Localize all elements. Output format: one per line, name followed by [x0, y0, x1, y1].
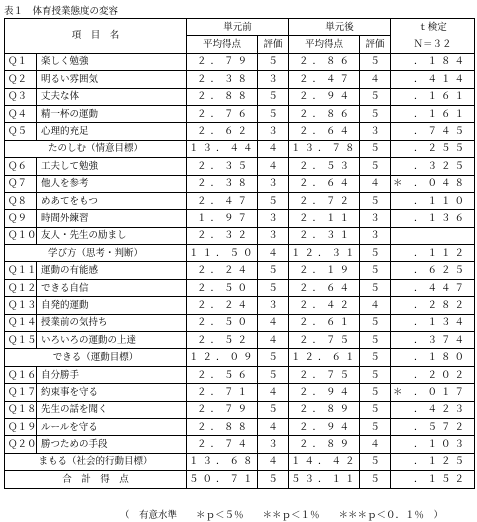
- before-eval: ５: [258, 401, 289, 418]
- table-row: [5, 436, 475, 453]
- significance-mark: [391, 71, 405, 88]
- question-number: Ｑ１８: [5, 401, 37, 418]
- after-avg: ２．１１: [289, 210, 360, 227]
- after-eval: ５: [360, 453, 391, 470]
- before-eval: ３: [258, 71, 289, 88]
- after-avg: ２．８６: [289, 105, 360, 122]
- table-body: [5, 53, 475, 488]
- question-number: Ｑ１: [5, 53, 37, 70]
- after-eval: ５: [360, 245, 391, 262]
- after-avg: ２．７２: [289, 192, 360, 209]
- before-eval: ３: [258, 175, 289, 192]
- before-eval: ３: [258, 123, 289, 140]
- after-eval: ５: [360, 88, 391, 105]
- question-number: Ｑ２: [5, 71, 37, 88]
- item-label: 時間外練習: [37, 210, 187, 227]
- before-eval: ５: [258, 192, 289, 209]
- before-avg: ２．５２: [187, 332, 258, 349]
- after-eval: ５: [360, 105, 391, 122]
- t-value: ．２８２: [405, 297, 475, 314]
- before-eval: ４: [258, 418, 289, 435]
- item-label: 勝つための手段: [37, 436, 187, 453]
- after-eval: ５: [360, 332, 391, 349]
- item-label: できる自信: [37, 279, 187, 296]
- question-number: Ｑ３: [5, 88, 37, 105]
- subtotal-label: 学び方（思考・判断）: [5, 245, 187, 262]
- subtotal-row: [5, 140, 475, 157]
- table-row: [5, 105, 475, 122]
- header-avg-before: 平均得点: [187, 36, 258, 53]
- significance-mark: [391, 349, 405, 366]
- header-eval-after: 評価: [360, 36, 391, 53]
- after-eval: ５: [360, 418, 391, 435]
- significance-mark: [391, 471, 405, 488]
- before-avg: ２．７６: [187, 105, 258, 122]
- after-eval: ５: [360, 158, 391, 175]
- subtotal-row: [5, 453, 475, 470]
- item-label: 自分勝手: [37, 366, 187, 383]
- t-value: ．３７４: [405, 332, 475, 349]
- t-value: ．０４８: [405, 175, 475, 192]
- after-eval: ４: [360, 175, 391, 192]
- before-eval: ３: [258, 297, 289, 314]
- item-label: 運動の有能感: [37, 262, 187, 279]
- table-row: [5, 88, 475, 105]
- t-value: ．１８４: [405, 53, 475, 70]
- after-eval: ５: [360, 140, 391, 157]
- table-row: [5, 384, 475, 401]
- attitude-table: [4, 18, 475, 489]
- before-eval: ４: [258, 384, 289, 401]
- t-value: ．１３６: [405, 210, 475, 227]
- before-avg: ２．６２: [187, 123, 258, 140]
- table-row: [5, 175, 475, 192]
- after-avg: ２．９４: [289, 88, 360, 105]
- significance-mark: [391, 314, 405, 331]
- question-number: Ｑ１９: [5, 418, 37, 435]
- item-label: 他人を参考: [37, 175, 187, 192]
- question-number: Ｑ１２: [5, 279, 37, 296]
- before-eval: ４: [258, 140, 289, 157]
- subtotal-row: [5, 349, 475, 366]
- significance-mark: [391, 401, 405, 418]
- significance-mark: [391, 332, 405, 349]
- before-eval: ５: [258, 366, 289, 383]
- item-label: ルールを守る: [37, 418, 187, 435]
- before-avg: ２．３５: [187, 158, 258, 175]
- item-label: 明るい雰囲気: [37, 71, 187, 88]
- after-eval: ３: [360, 227, 391, 244]
- item-label: 授業前の気持ち: [37, 314, 187, 331]
- before-eval: ５: [258, 471, 289, 488]
- table-row: [5, 71, 475, 88]
- significance-mark: [391, 88, 405, 105]
- t-value: ．１６１: [405, 88, 475, 105]
- question-number: Ｑ６: [5, 158, 37, 175]
- significance-mark: [391, 140, 405, 157]
- item-label: めあてをもつ: [37, 192, 187, 209]
- item-label: 自発的運動: [37, 297, 187, 314]
- before-eval: ５: [258, 105, 289, 122]
- before-avg: ２．７１: [187, 384, 258, 401]
- table-row: [5, 332, 475, 349]
- after-avg: ２．６４: [289, 123, 360, 140]
- table-row: [5, 418, 475, 435]
- before-eval: ５: [258, 349, 289, 366]
- subtotal-row: [5, 245, 475, 262]
- after-eval: ４: [360, 436, 391, 453]
- table-row: [5, 210, 475, 227]
- table-row: [5, 158, 475, 175]
- question-number: Ｑ４: [5, 105, 37, 122]
- significance-mark: [391, 453, 405, 470]
- t-value: ．１８０: [405, 349, 475, 366]
- table-title: 表１ 体育授業態度の変容: [4, 6, 119, 17]
- significance-note: （ 有意水準 ＊ｐ＜５％ ＊＊ｐ＜１％ ＊＊＊ｐ＜０．１％ ）: [120, 510, 444, 521]
- after-avg: ２．８９: [289, 436, 360, 453]
- before-avg: １３．４４: [187, 140, 258, 157]
- item-label: 先生の話を聞く: [37, 401, 187, 418]
- t-value: [405, 227, 475, 244]
- after-avg: ５３．１１: [289, 471, 360, 488]
- t-value: ．１６１: [405, 105, 475, 122]
- before-avg: ２．４７: [187, 192, 258, 209]
- question-number: Ｑ５: [5, 123, 37, 140]
- before-eval: ３: [258, 227, 289, 244]
- t-value: ．４４７: [405, 279, 475, 296]
- before-eval: ５: [258, 279, 289, 296]
- header-item: 項 目 名: [5, 19, 187, 54]
- subtotal-label: できる（運動目標）: [5, 349, 187, 366]
- header-before: 単元前: [187, 19, 289, 36]
- item-label: 約束事を守る: [37, 384, 187, 401]
- after-avg: ２．８６: [289, 53, 360, 70]
- subtotal-label: たのしむ（情意目標）: [5, 140, 187, 157]
- table-row: [5, 297, 475, 314]
- after-avg: １２．３１: [289, 245, 360, 262]
- table-row: [5, 53, 475, 70]
- after-eval: ５: [360, 192, 391, 209]
- after-avg: １２．６１: [289, 349, 360, 366]
- question-number: Ｑ１７: [5, 384, 37, 401]
- subtotal-label: 合 計 得 点: [5, 471, 187, 488]
- t-value: ．２５５: [405, 140, 475, 157]
- significance-mark: [391, 436, 405, 453]
- t-value: ．３２５: [405, 158, 475, 175]
- t-value: ．２０２: [405, 366, 475, 383]
- after-avg: ２．７５: [289, 366, 360, 383]
- before-avg: ２．３８: [187, 175, 258, 192]
- after-eval: ５: [360, 349, 391, 366]
- before-eval: ４: [258, 332, 289, 349]
- significance-mark: ＊: [391, 384, 405, 401]
- item-label: 工夫して勉強: [37, 158, 187, 175]
- table-row: [5, 192, 475, 209]
- before-eval: ４: [258, 158, 289, 175]
- significance-mark: [391, 123, 405, 140]
- after-eval: ５: [360, 384, 391, 401]
- table-row: [5, 262, 475, 279]
- before-avg: ２．２４: [187, 297, 258, 314]
- t-value: ．０１７: [405, 384, 475, 401]
- after-avg: １４．４２: [289, 453, 360, 470]
- significance-mark: [391, 245, 405, 262]
- significance-mark: ＊: [391, 175, 405, 192]
- after-avg: ２．９４: [289, 384, 360, 401]
- item-label: 友人・先生の励まし: [37, 227, 187, 244]
- t-value: ．１１２: [405, 245, 475, 262]
- header-n: Ｎ＝３２: [391, 36, 475, 53]
- after-avg: ２．４２: [289, 297, 360, 314]
- before-eval: ３: [258, 436, 289, 453]
- after-avg: ２．６４: [289, 279, 360, 296]
- item-label: いろいろの運動の上達: [37, 332, 187, 349]
- significance-mark: [391, 158, 405, 175]
- before-avg: ２．２４: [187, 262, 258, 279]
- after-avg: １３．７８: [289, 140, 360, 157]
- t-value: ．５７２: [405, 418, 475, 435]
- before-avg: ２．３２: [187, 227, 258, 244]
- t-value: ．１５２: [405, 471, 475, 488]
- table-row: [5, 123, 475, 140]
- item-label: 丈夫な体: [37, 88, 187, 105]
- table-row: [5, 401, 475, 418]
- question-number: Ｑ１５: [5, 332, 37, 349]
- item-label: 精一杯の運動: [37, 105, 187, 122]
- before-avg: ２．５０: [187, 279, 258, 296]
- header-avg-after: 平均得点: [289, 36, 360, 53]
- t-value: ．１２５: [405, 453, 475, 470]
- after-avg: ２．７５: [289, 332, 360, 349]
- before-avg: ２．３８: [187, 71, 258, 88]
- after-eval: ５: [360, 471, 391, 488]
- question-number: Ｑ１１: [5, 262, 37, 279]
- question-number: Ｑ２０: [5, 436, 37, 453]
- header-ttest: ｔ検定: [391, 19, 475, 36]
- before-eval: ４: [258, 245, 289, 262]
- significance-mark: [391, 297, 405, 314]
- after-avg: ２．９４: [289, 418, 360, 435]
- table-row: [5, 227, 475, 244]
- t-value: ．１３４: [405, 314, 475, 331]
- header-after: 単元後: [289, 19, 391, 36]
- subtotal-row: [5, 471, 475, 488]
- question-number: Ｑ１０: [5, 227, 37, 244]
- after-avg: ２．４７: [289, 71, 360, 88]
- question-number: Ｑ１４: [5, 314, 37, 331]
- after-avg: ２．３１: [289, 227, 360, 244]
- t-value: ．１１０: [405, 192, 475, 209]
- after-avg: ２．１９: [289, 262, 360, 279]
- significance-mark: [391, 262, 405, 279]
- significance-mark: [391, 210, 405, 227]
- subtotal-label: まもる（社会的行動目標）: [5, 453, 187, 470]
- before-avg: ５０．７１: [187, 471, 258, 488]
- before-avg: １２．０９: [187, 349, 258, 366]
- before-avg: ２．７９: [187, 401, 258, 418]
- before-avg: ２．８８: [187, 418, 258, 435]
- after-avg: ２．８９: [289, 401, 360, 418]
- after-eval: ５: [360, 279, 391, 296]
- significance-mark: [391, 279, 405, 296]
- after-avg: ２．６４: [289, 175, 360, 192]
- before-avg: ２．７４: [187, 436, 258, 453]
- before-eval: ３: [258, 210, 289, 227]
- t-value: ．４２３: [405, 401, 475, 418]
- significance-mark: [391, 418, 405, 435]
- before-avg: １３．６８: [187, 453, 258, 470]
- before-avg: ２．５０: [187, 314, 258, 331]
- after-eval: ５: [360, 401, 391, 418]
- t-value: ．４１４: [405, 71, 475, 88]
- item-label: 心理的充足: [37, 123, 187, 140]
- header-eval-before: 評価: [258, 36, 289, 53]
- before-avg: １１．５０: [187, 245, 258, 262]
- significance-mark: [391, 192, 405, 209]
- after-eval: ５: [360, 53, 391, 70]
- before-eval: ４: [258, 314, 289, 331]
- before-avg: ２．５６: [187, 366, 258, 383]
- t-value: ．７４５: [405, 123, 475, 140]
- significance-mark: [391, 227, 405, 244]
- question-number: Ｑ７: [5, 175, 37, 192]
- before-eval: ５: [258, 88, 289, 105]
- table-row: [5, 314, 475, 331]
- significance-mark: [391, 366, 405, 383]
- question-number: Ｑ１３: [5, 297, 37, 314]
- after-eval: ５: [360, 262, 391, 279]
- table-row: [5, 366, 475, 383]
- question-number: Ｑ８: [5, 192, 37, 209]
- t-value: ．６２５: [405, 262, 475, 279]
- after-eval: ３: [360, 210, 391, 227]
- after-eval: ４: [360, 71, 391, 88]
- question-number: Ｑ１６: [5, 366, 37, 383]
- significance-mark: [391, 105, 405, 122]
- after-eval: ４: [360, 297, 391, 314]
- after-avg: ２．６１: [289, 314, 360, 331]
- before-eval: ４: [258, 453, 289, 470]
- item-label: 楽しく勉強: [37, 53, 187, 70]
- question-number: Ｑ９: [5, 210, 37, 227]
- after-avg: ２．５３: [289, 158, 360, 175]
- before-eval: ５: [258, 53, 289, 70]
- after-eval: ５: [360, 366, 391, 383]
- table-row: [5, 279, 475, 296]
- after-eval: ５: [360, 314, 391, 331]
- significance-mark: [391, 53, 405, 70]
- before-eval: ５: [258, 262, 289, 279]
- after-eval: ３: [360, 123, 391, 140]
- before-avg: １．９７: [187, 210, 258, 227]
- before-avg: ２．７９: [187, 53, 258, 70]
- t-value: ．１０３: [405, 436, 475, 453]
- before-avg: ２．８８: [187, 88, 258, 105]
